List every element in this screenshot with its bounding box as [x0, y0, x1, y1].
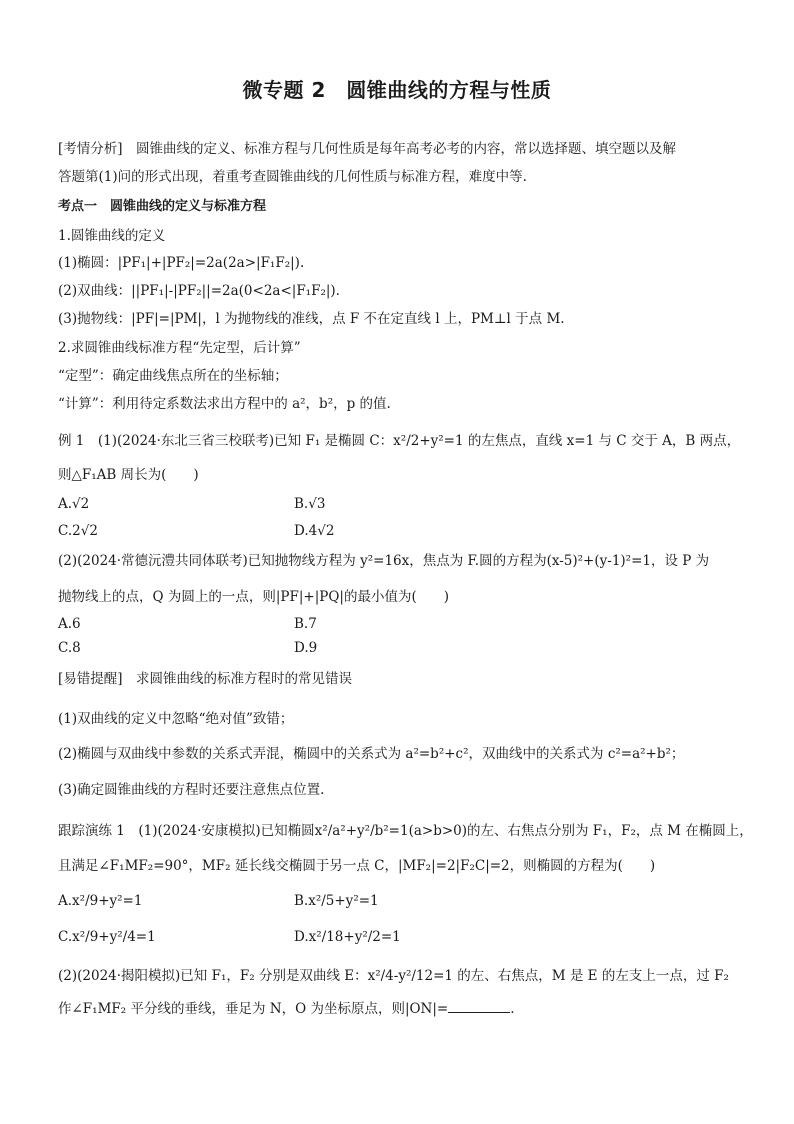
option-b: B.7: [294, 616, 317, 632]
practice-1-q1-line-2: 且满足∠F₁MF₂=90°，MF₂ 延长线交椭圆于另一点 C，|MF₂|=2|F₂C|=2，则椭圆的方程为( ): [58, 858, 656, 874]
practice-1-q2-text: 作∠F₁MF₂ 平分线的垂线，垂足为 N，O 为坐标原点，则|ON|=: [58, 1001, 449, 1017]
option-b: B.√3: [294, 496, 326, 512]
definition-parabola: (3)抛物线：|PF|=|PM|，l 为抛物线的准线，点 F 不在定直线 l 上，PM⊥l 于点 M.: [58, 311, 565, 327]
option-d: D.4√2: [294, 523, 335, 539]
tip-2: (2)椭圆与双曲线中参数的关系式弄混，椭圆中的关系式为 a²=b²+c²，双曲线中的关系式为 c²=a²+b²；: [58, 746, 685, 762]
option-b: B.x²/5+y²=1: [294, 893, 379, 909]
subheading-standard-equation: 2.求圆锥曲线标准方程“先定型，后计算”: [58, 340, 301, 356]
page-title: 微专题 2 圆锥曲线的方程与性质: [242, 78, 552, 102]
option-a: A.√2: [58, 496, 90, 512]
example-1-q2-line-2: 抛物线上的点，Q 为圆上的一点，则|PF|+|PQ|的最小值为( ): [58, 589, 449, 605]
option-c: C.8: [58, 640, 81, 656]
practice-1-q2-line-1: (2)(2024·揭阳模拟)已知 F₁，F₂ 分别是双曲线 E：x²/4-y²/12=1 的左、右焦点，M 是 E 的左支上一点，过 F₂: [58, 968, 729, 984]
tip-1: (1)双曲线的定义中忽略“绝对值”致错；: [58, 711, 294, 727]
definition-hyperbola: (2)双曲线：||PF₁|-|PF₂||=2a(0<2a<|F₁F₂|).: [58, 283, 340, 299]
definition-type: “定型”：确定曲线焦点所在的坐标轴；: [58, 368, 288, 384]
example-1-q2-line-1: (2)(2024·常德沅澧共同体联考)已知抛物线方程为 y²=16x，焦点为 F.圆的方程为(x-5)²+(y-1)²=1，设 P 为: [58, 553, 710, 569]
option-c: C.2√2: [58, 523, 98, 539]
intro-line-2: 答题第(1)问的形式出现，着重考查圆锥曲线的几何性质与标准方程，难度中等.: [58, 169, 527, 185]
option-a: A.6: [58, 616, 81, 632]
tip-3: (3)确定圆锥曲线的方程时还要注意焦点位置.: [58, 782, 325, 798]
definition-ellipse: (1)椭圆：|PF₁|+|PF₂|=2a(2a>|F₁F₂|).: [58, 255, 305, 271]
period: .: [510, 1001, 515, 1017]
intro-line-1: [考情分析] 圆锥曲线的定义、标准方程与几何性质是每年高考必考的内容，常以选择题、填空题以及解: [58, 141, 677, 157]
option-d: D.x²/18+y²/2=1: [294, 929, 401, 945]
section-heading: 考点一 圆锥曲线的定义与标准方程: [58, 199, 267, 214]
answer-blank[interactable]: [448, 1000, 510, 1013]
option-a: A.x²/9+y²=1: [58, 893, 143, 909]
example-1-q1-line-2: 则△F₁AB 周长为( ): [58, 467, 199, 483]
option-c: C.x²/9+y²/4=1: [58, 929, 156, 945]
subheading-definition: 1.圆锥曲线的定义: [58, 228, 166, 244]
practice-1-q2-line-2: [58, 1000, 515, 1018]
example-1-q1-line-1: 例 1 (1)(2024·东北三省三校联考)已知 F₁ 是椭圆 C：x²/2+y²=1 的左焦点，直线 x=1 与 C 交于 A，B 两点，: [58, 433, 741, 449]
tips-heading: [易错提醒] 求圆锥曲线的标准方程时的常见错误: [58, 671, 353, 687]
definition-calc: “计算”：利用待定系数法求出方程中的 a²，b²，p 的值.: [58, 396, 391, 412]
option-d: D.9: [294, 640, 318, 656]
practice-1-q1-line-1: 跟踪演练 1 (1)(2024·安康模拟)已知椭圆x²/a²+y²/b²=1(a>b>0)的左、右焦点分别为 F₁，F₂，点 M 在椭圆上，: [58, 823, 753, 839]
